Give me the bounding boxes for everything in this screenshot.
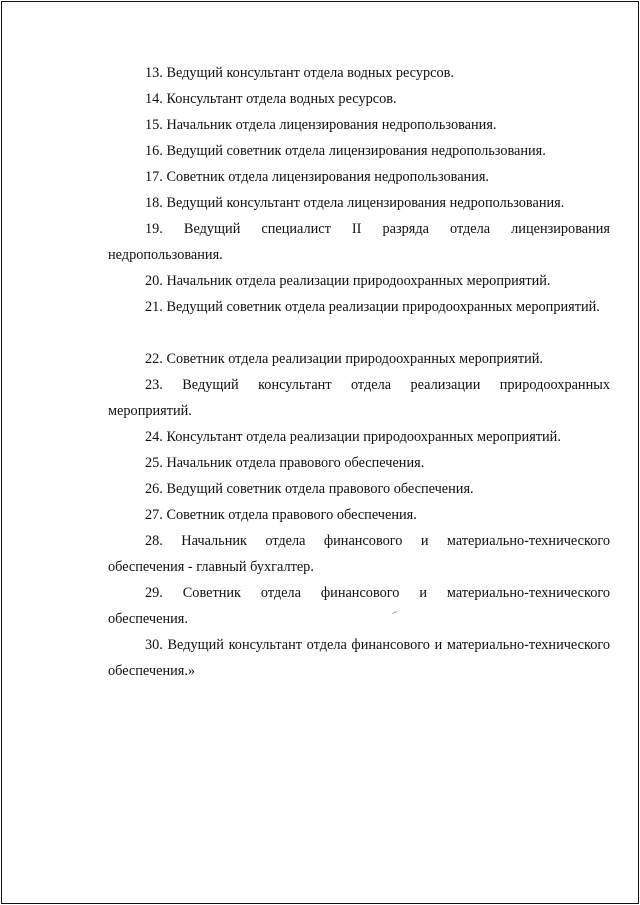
list-item-20: 20. Начальник отдела реализации природоохранных мероприятий. (145, 273, 551, 289)
list-item-28: 28. Начальник отдела финансового и материально-технического обеспечения - главный бухгалтер. (108, 533, 610, 575)
list-item-13: 13. Ведущий консультант отдела водных ресурсов. (145, 65, 454, 81)
list-item-23: 23. Ведущий консультант отдела реализации природоохранных мероприятий. (108, 377, 610, 419)
list-item-21: 21. Ведущий советник отдела реализации природоохранных мероприятий. (145, 299, 600, 315)
list-item-29: 29. Советник отдела финансового и материально-технического обеспечения. (108, 585, 610, 627)
list-item-26: 26. Ведущий советник отдела правового обеспечения. (145, 481, 474, 497)
list-item-27: 27. Советник отдела правового обеспечения. (145, 507, 417, 523)
list-item-16: 16. Ведущий советник отдела лицензирования недропользования. (145, 143, 546, 159)
list-item-18: 18. Ведущий консультант отдела лицензирования недропользования. (145, 195, 565, 211)
list-item-22: 22. Советник отдела реализации природоохранных мероприятий. (145, 351, 544, 367)
list-item-30: 30. Ведущий консультант отдела финансового и материально-технического обеспечения.» (108, 637, 610, 679)
list-item-19: 19. Ведущий специалист II разряда отдела лицензирования недропользования. (108, 221, 610, 263)
list-item-25: 25. Начальник отдела правового обеспечения. (145, 455, 425, 471)
list-item-24: 24. Консультант отдела реализации природоохранных мероприятий. (145, 429, 561, 445)
list-item-15: 15. Начальник отдела лицензирования недропользования. (145, 117, 497, 133)
list-item-14: 14. Консультант отдела водных ресурсов. (145, 91, 397, 107)
list-item-17: 17. Советник отдела лицензирования недропользования. (145, 169, 490, 185)
